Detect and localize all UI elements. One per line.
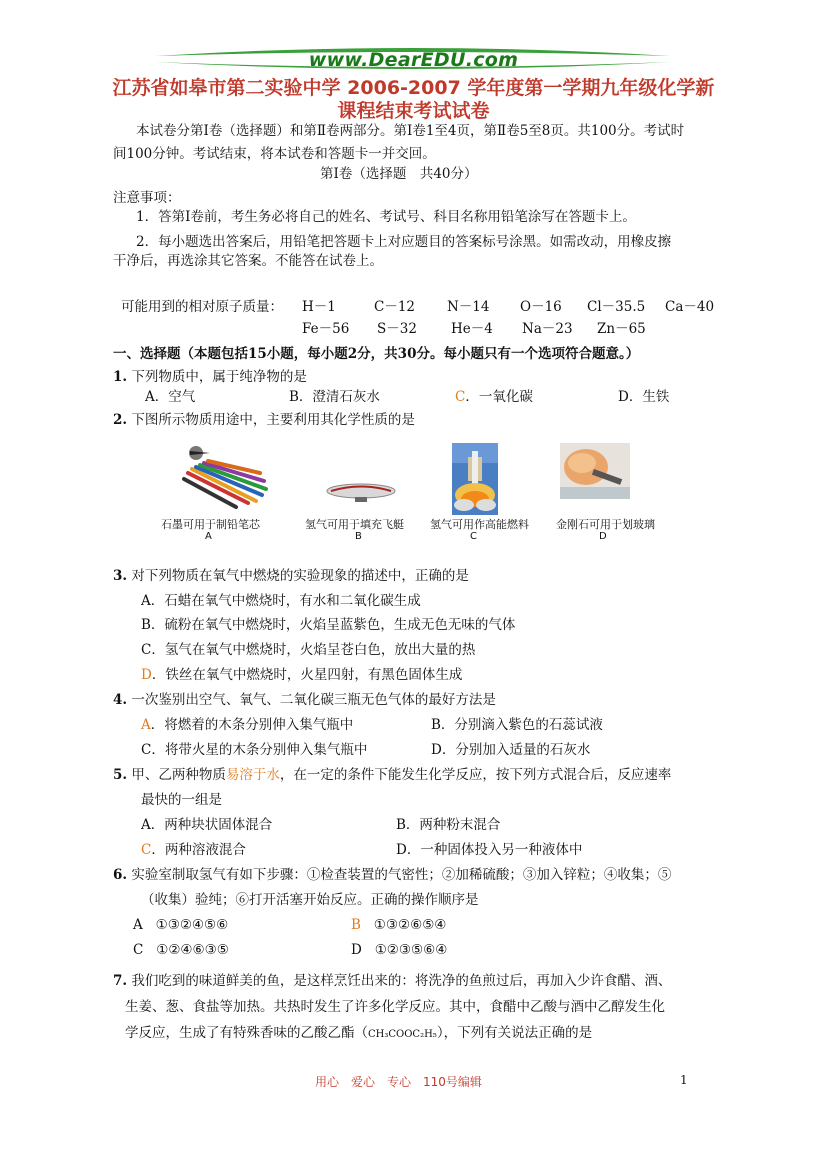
diamond-cutter-image (560, 443, 630, 499)
q3-option-c: C．氢气在氧气中燃烧时，火焰呈苍白色，放出大量的热 (141, 642, 476, 658)
mass-h: H－1 (302, 299, 336, 315)
note-2b: 干净后，再选涂其它答案。不能答在试卷上。 (113, 253, 383, 269)
question-5 (113, 766, 671, 784)
exam-title-line1: 江苏省如皋市第二实验中学 2006-2007 学年度第一学期九年级化学新 (112, 77, 715, 99)
q6-option-a-text: ①③②④⑤⑥ (155, 917, 229, 933)
mass-cl: Cl－35.5 (587, 299, 646, 315)
q7-line3b: ），下列有关说法正确的是 (436, 1025, 593, 1041)
question-4 (113, 691, 496, 709)
q2-letter-b: B (355, 531, 362, 542)
q2-letter-c: C (470, 531, 477, 542)
q3-option-a: A．石蜡在氧气中燃烧时，有水和二氧化碳生成 (141, 593, 421, 609)
q5-option-d: D．一种固体投入另一种液体中 (396, 842, 583, 858)
q7-formula: CH₃COOC₂H₅ (368, 1029, 437, 1040)
q5-stem-a: 甲、乙两种物质 (131, 767, 226, 783)
mass-na: Na－23 (522, 321, 573, 337)
page-number: 1 (680, 1073, 688, 1087)
q4-option-a (141, 716, 353, 734)
q6-stem-a: 实验室制取氢气有如下步骤：①检查装置的气密性；②加稀硫酸；③加入锌粒；④收集；⑤ (131, 867, 672, 883)
q3-option-d-text: ．铁丝在氧气中燃烧时，火星四射，有黑色固体生成 (151, 667, 463, 683)
q5-number: 5. (113, 767, 128, 783)
mass-s: S－32 (377, 321, 417, 337)
exam-title-line2: 课程结束考试试卷 (337, 100, 490, 122)
q6-option-a (133, 916, 228, 934)
q6-option-b-letter: B (351, 917, 361, 933)
mass-n: N－14 (447, 299, 490, 315)
atomic-mass-label: 可能用到的相对原子质量： (121, 299, 283, 315)
q1-stem: 下列物质中，属于纯净物的是 (131, 369, 307, 385)
q3-number: 3. (113, 568, 128, 584)
question-7 (113, 972, 671, 990)
q5-stem-highlight: 易溶于水 (225, 767, 280, 783)
question-3 (113, 567, 469, 585)
site-logo-text: www.DearEDU.com (308, 49, 519, 71)
q5-stem-b: ，在一定的条件下能发生化学反应，按下列方式混合后，反应速率 (279, 767, 672, 783)
q4-stem: 一次鉴别出空气、氧气、二氧化碳三瓶无色气体的最好方法是 (131, 692, 496, 708)
q5-option-c-text: ．两种溶液混合 (151, 842, 246, 858)
mass-zn: Zn－65 (597, 321, 646, 337)
section1-heading: 一、选择题（本题包括15小题，每小题2分，共30分。每小题只有一个选项符合题意。） (113, 346, 640, 362)
question-1 (113, 368, 307, 386)
mass-o: O－16 (520, 299, 562, 315)
q4-option-a-text: ．将燃着的木条分别伸入集气瓶中 (150, 717, 354, 733)
section-title: 第Ⅰ卷（选择题 共40分） (320, 166, 478, 182)
q2-letter-d: D (599, 531, 607, 542)
q5-stem-c: 最快的一组是 (141, 792, 222, 808)
q1-option-d: D．生铁 (618, 389, 670, 405)
q2-caption-a: 石墨可用于制铅笔芯 (161, 518, 260, 531)
q4-option-d: D．分别加入适量的石灰水 (431, 742, 591, 758)
q6-option-c-text: ①②④⑥③⑤ (156, 942, 229, 958)
q4-option-b: B．分别滴入紫色的石蕊试液 (431, 717, 603, 733)
q1-option-c (455, 388, 533, 406)
q4-option-a-letter: A (141, 717, 151, 733)
q2-letter-a: A (205, 531, 212, 542)
mass-c: C－12 (374, 299, 416, 315)
q6-option-c (133, 941, 229, 959)
mass-ca: Ca－40 (665, 299, 715, 315)
q5-option-c (141, 841, 246, 859)
q6-option-c-letter: C (133, 942, 144, 958)
q6-option-b-text: ①③②⑥⑤④ (373, 917, 447, 933)
q5-option-a: A．两种块状固体混合 (141, 817, 273, 833)
page-footer: 用心 爱心 专心 110号编辑 (315, 1075, 482, 1089)
q7-line3a: 学反应，生成了有特殊香味的乙酸乙酯（ (125, 1025, 368, 1041)
q1-option-b: B．澄清石灰水 (289, 389, 380, 405)
q5-option-c-letter: C (141, 842, 152, 858)
q6-option-d-text: ①②③⑤⑥④ (374, 942, 448, 958)
q6-option-d-letter: D (351, 942, 362, 958)
q1-option-c-letter: C (455, 389, 466, 405)
q7-line2: 生姜、葱、食盐等加热。共热时发生了许多化学反应。其中，食醋中乙酸与酒中乙醇发生化 (125, 999, 665, 1015)
q6-option-b (351, 916, 446, 934)
q2-number: 2. (113, 412, 128, 428)
q4-option-c: C．将带火星的木条分别伸入集气瓶中 (141, 742, 368, 758)
intro-line1: 本试卷分第Ⅰ卷（选择题）和第Ⅱ卷两部分。第Ⅰ卷1至4页，第Ⅱ卷5至8页。共100分。考试时 (136, 123, 685, 139)
q4-number: 4. (113, 692, 128, 708)
q2-stem: 下图所示物质用途中，主要利用其化学性质的是 (131, 412, 415, 428)
rocket-launch-image (452, 443, 498, 515)
airship-image (325, 478, 397, 508)
note-2a: 2．每小题选出答案后，用铅笔把答题卡上对应题目的答案标号涂黑。如需改动，用橡皮擦 (136, 234, 672, 250)
q7-line3 (125, 1024, 592, 1044)
intro-line2: 间100分钟。考试结束，将本试卷和答题卡一并交回。 (113, 146, 436, 162)
q5-option-b: B．两种粉末混合 (396, 817, 501, 833)
q1-number: 1. (113, 369, 128, 385)
q2-caption-c: 氢气可用作高能燃料 (430, 518, 529, 531)
q7-number: 7. (113, 973, 128, 989)
note-1: 1．答第Ⅰ卷前，考生务必将自己的姓名、考试号、科目名称用铅笔涂写在答题卡上。 (136, 209, 636, 225)
question-2 (113, 411, 415, 429)
q3-option-d-letter: D (141, 667, 152, 683)
q1-option-a: A．空气 (145, 389, 196, 405)
mass-fe: Fe－56 (302, 321, 350, 337)
q2-caption-b: 氢气可用于填充飞艇 (305, 518, 404, 531)
q1-option-c-text: ．一氧化碳 (465, 389, 533, 405)
q3-stem: 对下列物质在氧气中燃烧的实验现象的描述中，正确的是 (131, 568, 469, 584)
q6-option-a-letter: A (133, 917, 143, 933)
q3-option-d (141, 666, 462, 684)
pencils-image (178, 443, 270, 515)
question-6 (113, 866, 671, 884)
q7-line1: 我们吃到的味道鲜美的鱼，是这样烹饪出来的：将洗净的鱼煎过后，再加入少许食醋、酒、 (131, 973, 672, 989)
q6-number: 6. (113, 867, 128, 883)
q2-caption-d: 金刚石可用于划玻璃 (556, 518, 655, 531)
q6-option-d (351, 941, 447, 959)
notes-title: 注意事项： (113, 190, 181, 206)
mass-he: He－4 (451, 321, 493, 337)
q3-option-b: B．硫粉在氧气中燃烧时，火焰呈蓝紫色，生成无色无味的气体 (141, 617, 516, 633)
q6-stem-b: （收集）验纯；⑥打开活塞开始反应。正确的操作顺序是 (141, 892, 479, 908)
